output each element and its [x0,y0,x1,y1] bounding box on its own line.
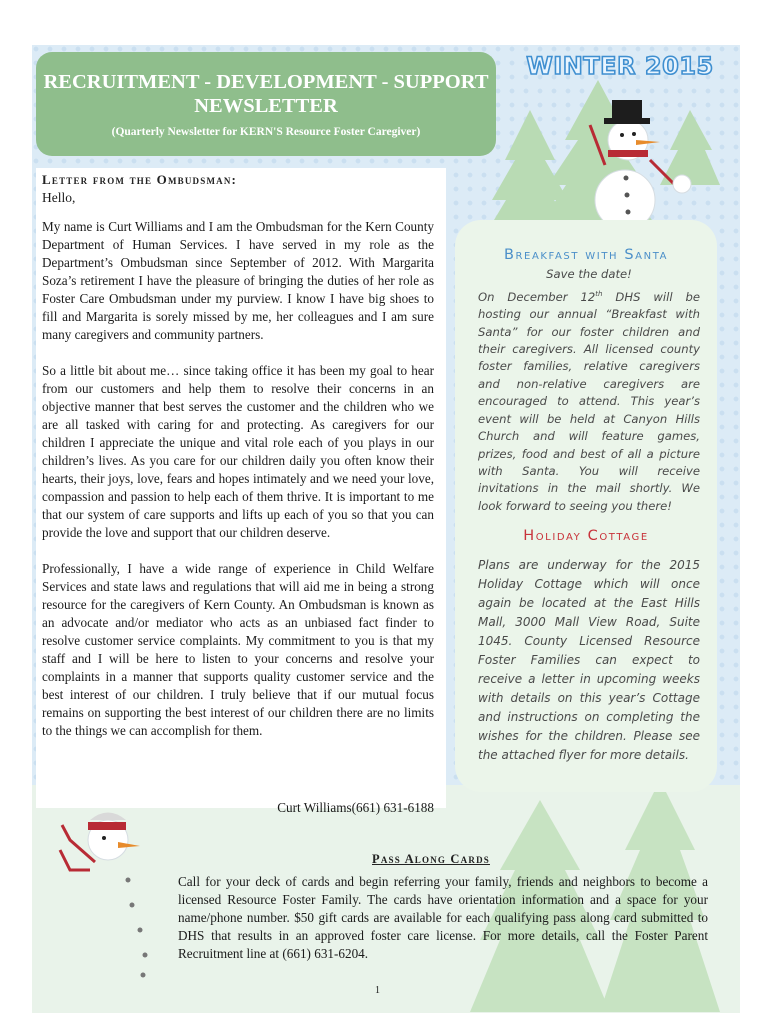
breakfast-text-rest: DHS will be hosting our annual “Breakfast with Santa” for our foster children and their caregivers. All licensed county foster families, relative caregivers and non-relative caregivers are encouraged to attend. This year’s event will be held at Canyon Hills Church and will feature games, prizes, food and best of all a picture with Santa. You will receive invitations in the mail shortly. We look forward to seeing you there! [478,289,701,513]
breakfast-save-date: Save the date! [546,267,632,281]
season-label: WINTER 2015 [526,52,714,80]
letter-paragraph: Professionally, I have a wide range of experience in Child Welfare Services and state laws and regulations that will aid me in being a strong resource for the caregivers of Kern County. An Ombudsman is known as an advocate and/or mediator who acts as an unbiased fact finder to resolve customer service complaints. My commitment to you is that my staff and I will be here to listen to your concerns and resolve your complaints in a manner that supports quality customer service and the best interest of our children. I truly believe that if our mutual focus remains on supporting the best interest of our children there are no limits to the things we can accomplish for them. [42,561,434,738]
breakfast-text [478,286,700,515]
newsletter-title [36,70,496,118]
title-line-2: NEWSLETTER [194,95,338,117]
snowman-icon [60,813,148,978]
pass-along-heading: Pass Along Cards [372,852,490,866]
letter-signature: Curt Williams(661) 631-6188 [277,800,434,815]
pass-along-text: Call for your deck of cards and begin referring your family, friends and neighbors to become a licensed Resource Foster Family. The cards have orientation information and a space for your name/phone number. $50 gift cards are available for each qualifying pass along card submitted to DHS that results in an approved foster care license. For more details, call the Foster Parent Recruitment line at (661) 631-6204. [178,874,708,961]
breakfast-title: Breakfast with Santa [503,247,669,263]
newsletter-subtitle: (Quarterly Newsletter for KERN'S Resource Foster Caregiver) [111,126,421,138]
letter-paragraph: My name is Curt Williams and I am the Ombudsman for the Kern County Department of Human Services. I have served in my role as the Department’s Ombudsman since September of 2012. With Margarita Soza’s retirement I have the pleasure of bringing the duties of her role as Foster Care Ombudsman under my purview. I know I have big shoes to fill and Margarita is sorely missed by me, her colleagues and I am sure many caregivers and community partners. [42,219,434,342]
letter-paragraph: So a little bit about me… since taking office it has been my goal to hear from our customers and help them to resolve their concerns in an objective manner that best serves the customer and the children who we are all tasked with caring for and protecting. As caregivers for our children I appreciate the unique and vital role each of you plays in our children’s lives. As you care for our children daily you often know their hearts, their joys, love, fears and hopes intimately and we need your love, compassion and passion to help each of them thrive. It is important to me that our system of care supports and lifts up each of you so that you can provide the love and support that our children deserve. [42,363,434,540]
letter-body [42,218,434,758]
breakfast-text-start: On December 12 [478,289,596,304]
cottage-text: Plans are underway for the 2015 Holiday Cottage which will once again be located at the East Hills Mall, 3000 Mall View Road, Suite 1045. County Licensed Resource Foster Families can expect to receive a letter in upcoming weeks with details on this year’s Cottage and instructions on completing the wishes for the children. Please see the attached flyer for more details. [478,558,700,762]
title-line-1: RECRUITMENT - DEVELOPMENT - SUPPORT [43,71,489,93]
letter-greeting: Hello, [42,190,76,205]
letter-heading: Letter from the Ombudsman: [42,172,238,187]
date-suffix: th [595,290,603,298]
page-number: 1 [375,985,380,996]
cottage-title: Holiday Cottage [523,528,649,544]
